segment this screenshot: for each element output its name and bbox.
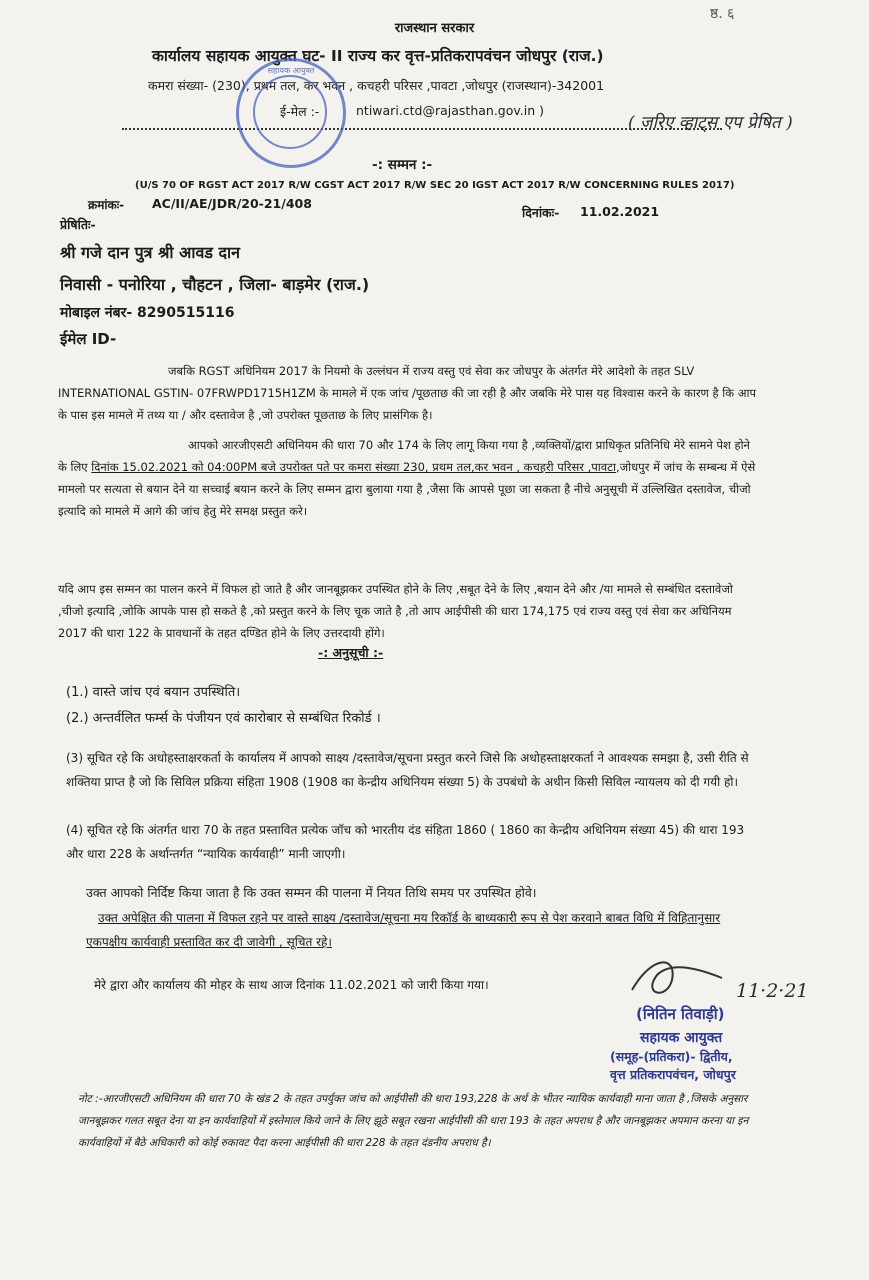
- signatory-office: वृत्त प्रतिकरापवंचन, जोधपुर: [610, 1067, 736, 1082]
- paragraph-penalty: यदि आप इस सम्मन का पालन करने में विफल हो जाते है और जानबूझकर उपस्थित होने के लिए ,सबूत देने के लिए ,बयान देने और /या मामले से सम्बंधित दस्तावेजो ,चीजो इत्यादि ,जोकि आपके पास हो सकते है ,को प्रस्तुत करने के लिए चूक जाते है ,तो आप आईपीसी की धारा 174,175 एवं राज्य वस्तु एवं सेवा कर अधिनियम 2017 की धारा 122 के प्रावधानों के तहत दण्डित होने के लिए उत्तरदायी होंगे।: [58, 582, 733, 640]
- seal-text: सहायक आयुक्त: [267, 66, 315, 75]
- footer-note: नोट :-आरजीएसटी अधिनियम की धारा 70 के खंड 2 के तहत उपर्युक्त जांच को आईपीसी की धारा 193,228 के अर्थ के भीतर न्यायिक कार्यवाही माना जाता है ,जिसके अनुसार जानबूझकर गलत सबूत देना या इन कार्यवाहियों में इस्तेमाल किये जाने के लिए झूठे सबूत रखना आईपीसी की धारा 193 के तहत अपराध है और जानबूझकर अपमान करना या इन कार्यवाहियों में बैठे अधिकारी को कोई रुकावट पैदा करना आईपीसी की धारा 228 के तहत दंडनीय अपराध है।: [78, 1093, 749, 1149]
- addressee-name: श्री गजे दान पुत्र श्री आवड दान: [60, 243, 241, 262]
- addressee-email: ईमेल ID-: [60, 330, 117, 348]
- addressee-residence: निवासी - पनोरिया , चौहटन , जिला- बाड़मेर (राज.): [60, 275, 370, 294]
- summons-title: -: सम्मन :-: [372, 157, 433, 173]
- ref-date-label: दिनांकः-: [522, 205, 560, 220]
- schedule-item-1: (1.) वास्ते जांच एवं बयान उपस्थिति।: [66, 685, 241, 700]
- summons-text-a: आपको आरजीएसटी अधिनियम की धारा 70 और 174 के लिए लागू किया गया है ,व्यक्तियों/द्वारा प्राधिकृत प्रतिनिधि मेरे सामने पेश होने के लिए: [58, 438, 750, 474]
- ref-date: 11.02.2021: [580, 204, 660, 219]
- paragraph-summons: [58, 434, 758, 522]
- ref-number: AC/II/AE/JDR/20-21/408: [152, 196, 312, 211]
- signatory-name: (नितिन तिवाड़ी): [636, 1005, 725, 1023]
- paragraph-investigation: जबकि RGST अधिनियम 2017 के नियमो के उल्लंघन में राज्य वस्तु एवं सेवा कर जोधपुर के अंतर्गत मेरे आदेशो के तहत SLV INTERNATIONAL GSTIN- 07FRWPD1715H1ZM के मामले में एक जांच /पूछताछ की जा रही है और जबकि मेरे पास यह विश्वास करने के कारण है कि आप के पास इस मामले में तथ्य या / और दस्तावेज है ,जो उपरोक्त पूछताछ के लिए प्रासंगिक है।: [58, 364, 756, 422]
- summons-date-place: दिनांक 15.02.2021 को 04:00PM बजे उपरोक्त पते पर कमरा संख्या 230, प्रथम तल,कर भवन , कचहरी परिसर ,पावटा: [91, 460, 616, 474]
- handwritten-note: ( जरिए व्हाट्स एप प्रेषित ): [628, 113, 793, 133]
- issue-line: मेरे द्वारा और कार्यालय की मोहर के साथ आज दिनांक 11.02.2021 को जारी किया गया।: [94, 978, 489, 992]
- to-label: प्रेषितिः-: [60, 217, 96, 232]
- directive-line-1: उक्त आपको निर्दिष्ट किया जाता है कि उक्त सम्मन की पालना में नियत तिथि समय पर उपस्थित होवे।: [86, 885, 537, 900]
- schedule-item-2: (2.) अन्तर्वलित फर्म्स के पंजीयन एवं कारोबार से सम्बंधित रिकोर्ड ।: [66, 711, 381, 726]
- signatory-designation: सहायक आयुक्त: [640, 1030, 723, 1046]
- schedule-title: -: अनुसूची :-: [318, 645, 384, 660]
- email-prefix: ई-मेल :-: [280, 104, 320, 119]
- acts-line: (U/S 70 OF RGST ACT 2017 R/W CGST ACT 2017 R/W SEC 20 IGST ACT 2017 R/W CONCERNING RULES 2017): [135, 180, 735, 191]
- office-seal: [236, 58, 346, 168]
- office-heading: कार्यालय सहायक आयुक्त घट- II राज्य कर वृत्त-प्रतिकरापवंचन जोधपुर (राज.): [152, 47, 604, 65]
- seal-inner-ring: [253, 75, 327, 149]
- point-4: (4) सूचित रहे कि अंतर्गत धारा 70 के तहत प्रस्तावित प्रत्येक जॉच को भारतीय दंड संहिता 1860 ( 1860 का केन्द्रीय अधिनियम संख्या 45) की धारा 193 और धारा 228 के अर्थान्तर्गत “न्यायिक कार्यवाही” मानी जाएगी।: [66, 823, 745, 861]
- summons-text-b: ,जोधपुर में जांच के सम्बन्ध में ऐसे मामलो पर सत्यता से बयान देने या सच्चाई बयान करने के लिए सम्मन द्वारा बुलाया गया है ,जैसा कि आपसे पूछा जा सकता है नीचे अनुसूची में उल्लिखित दस्तावेज, चीजो इत्यादि को मामले में आगे की जांच हेतु मेरे समक्ष प्रस्तुत करे।: [58, 460, 756, 518]
- ref-label: क्रमांकः-: [88, 198, 125, 212]
- top-marks: ष्ठ. ६: [710, 6, 735, 22]
- govt-heading: राजस्थान सरकार: [394, 21, 475, 36]
- signature-mark: [622, 950, 732, 1010]
- office-email: ntiwari.ctd@rajasthan.gov.in ): [356, 103, 545, 118]
- office-address: कमरा संख्या- (230), प्रथम तल, कर भवन , कचहरी परिसर ,पावटा ,जोधपुर (राजस्थान)-342001: [148, 78, 605, 93]
- signature-date: 11·2·21: [736, 980, 809, 1002]
- directive-line-2: उक्त अपेक्षित की पालना में विफल रहने पर वास्ते साक्ष्य /दस्तावेज/सूचना मय रिकॉर्ड के बाध्यकारी रूप से पेश करवाने बाबत विधि में विहितानुसार एकपक्षीय कार्यवाही प्रस्तावित कर दी जावेगी , सूचित रहे।: [86, 911, 721, 949]
- point-3: (3) सूचित रहे कि अधोहस्ताक्षरकर्ता के कार्यालय में आपको साक्ष्य /दस्तावेज/सूचना प्रस्तुत करने जिसे कि अधोहस्ताक्षरकर्ता ने आवश्यक समझा है, उसी रीति से शक्तिया प्राप्त है जो कि सिविल प्रक्रिया संहिता 1908 (1908 का केन्द्रीय अधिनियम संख्या 5) के उपबंधो के अधीन किसी सिविल न्यायलय को दी गयी हो।: [66, 751, 749, 789]
- signatory-unit: (समूह-(प्रतिकरा)- द्वितीय,: [610, 1049, 733, 1064]
- addressee-mobile: मोबाइल नंबर- 8290515116: [60, 305, 235, 321]
